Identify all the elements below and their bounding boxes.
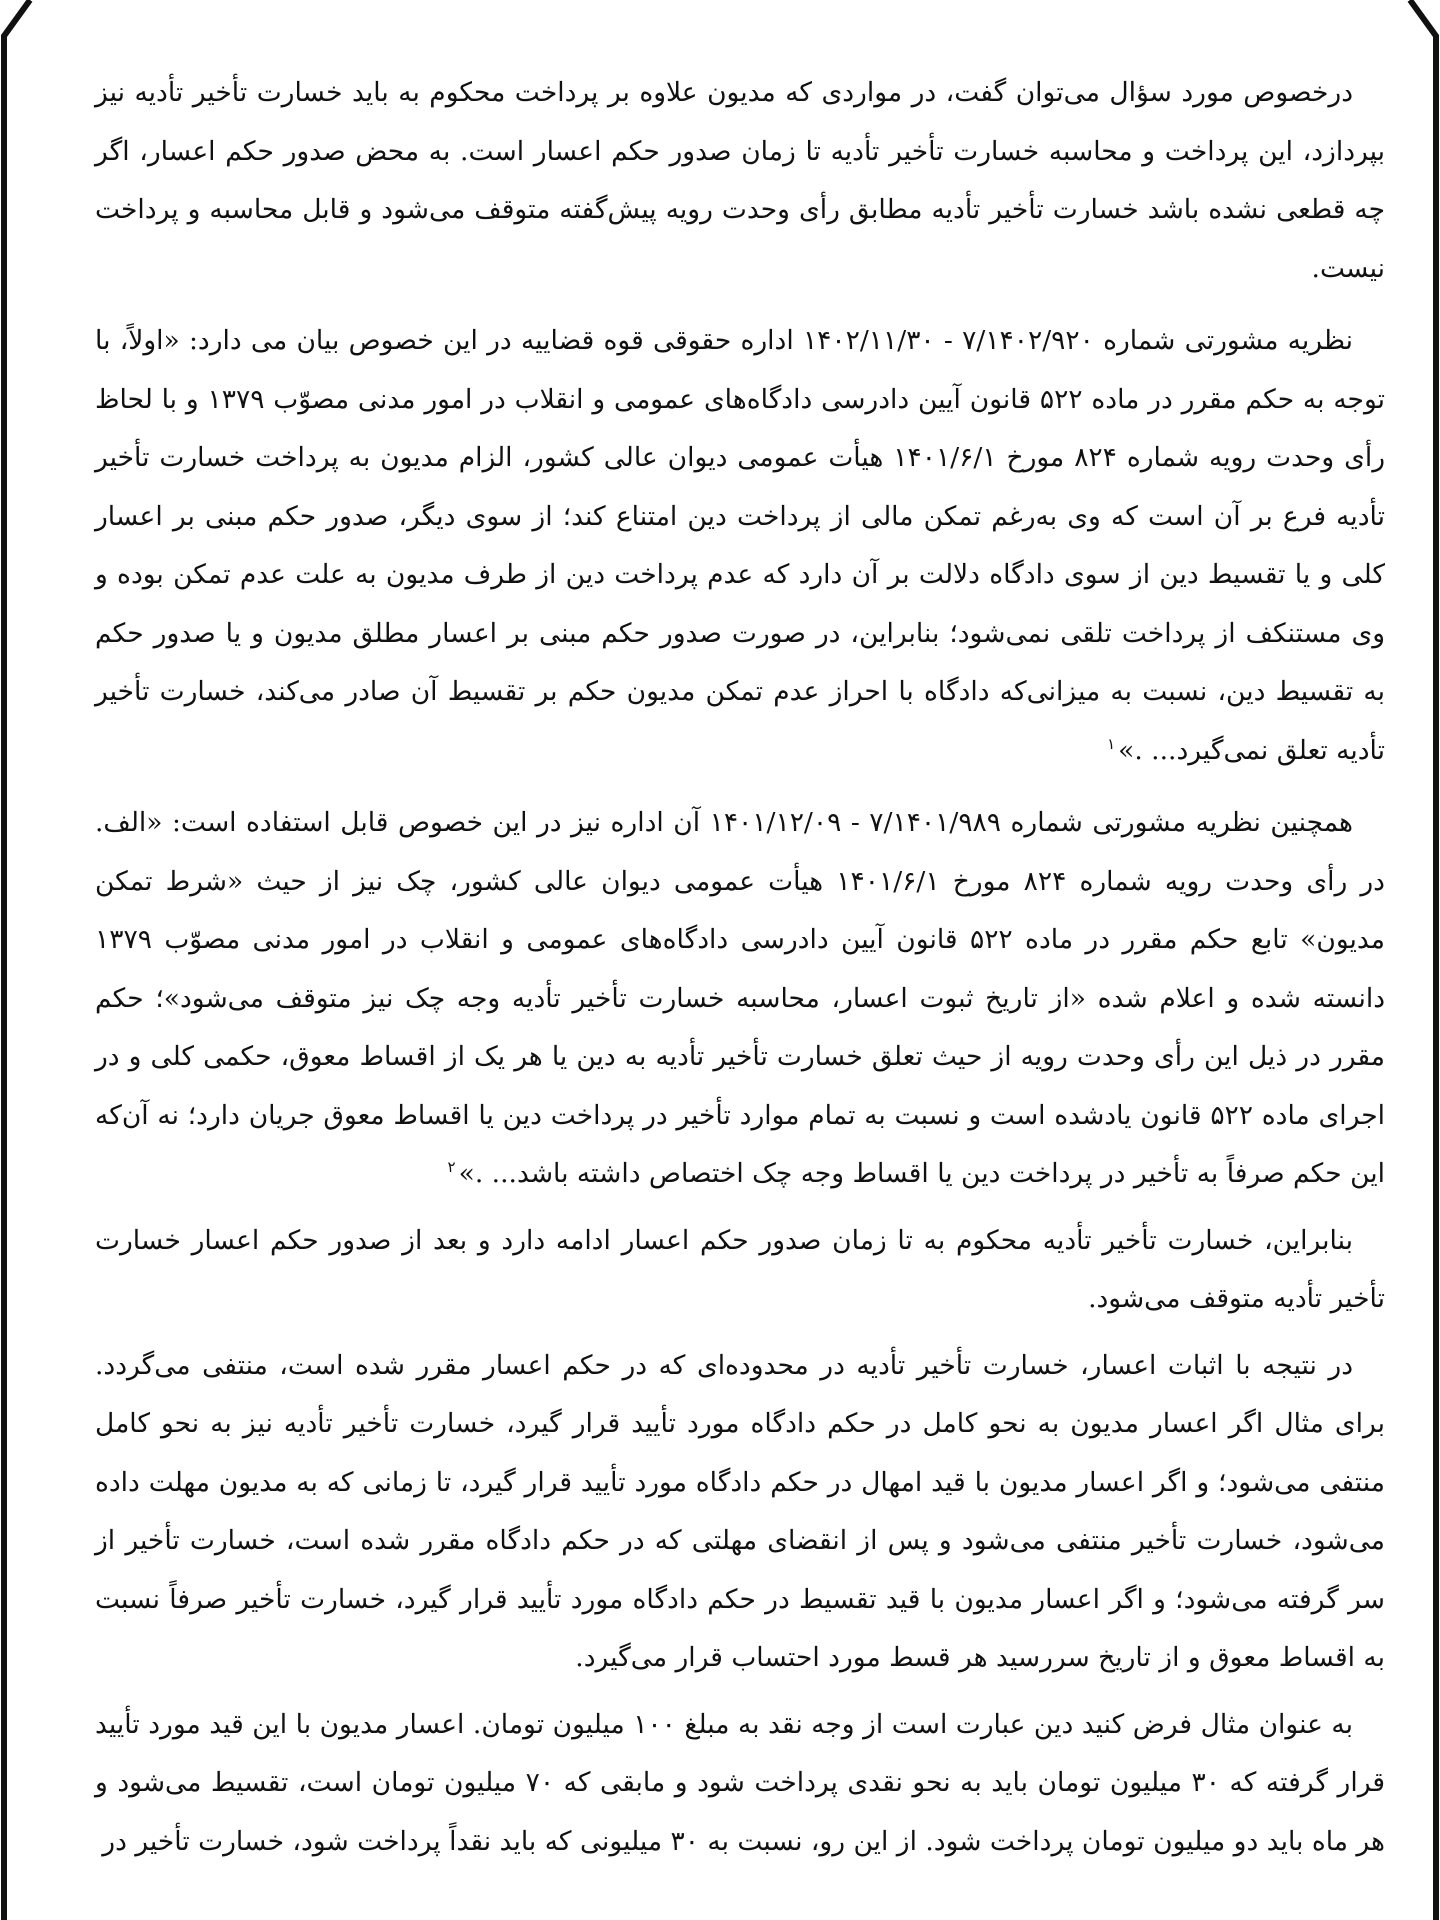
document-body [95, 64, 1385, 1871]
paragraph-text: بنابراین، خسارت تأخیر تأدیه محکوم به تا زمان صدور حکم اعسار ادامه دارد و بعد از صدور حکم اعسار خسارت تأخیر تأدیه متوقف می‌شود. [95, 1224, 1385, 1314]
footnote-marker[interactable]: ۲ [447, 1158, 456, 1177]
paragraph-advisory-opinion-920 [95, 312, 1385, 780]
paragraph-text: به عنوان مثال فرض کنید دین عبارت است از وجه نقد به مبلغ ۱۰۰ میلیون تومان. اعسار مدیون با این قید مورد تأیید قرار گرفته که ۳۰ میلیون تومان باید به نحو نقدی پرداخت شود و مابقی که ۷۰ میلیون تومان است، تقسیط می‌شود و هر ماه باید دو میلیون تومان پرداخت شود. از این رو، نسبت به ۳۰ میلیونی که باید نقداً پرداخت شود، خسارت تأخیر در [95, 1708, 1385, 1857]
paragraph-text: نظریه مشورتی شماره ۷/۱۴۰۲/۹۲۰ - ۱۴۰۲/۱۱/۳۰ اداره حقوقی قوه قضاییه در این خصوص بیان می دارد: «اولاً، با توجه به حکم مقرر در ماده ۵۲۲ قانون آیین دادرسی دادگاه‌های عمومی و انقلاب در امور مدنی مصوّب ۱۳۷۹ و با لحاظ رأی وحدت رویه شماره ۸۲۴ مورخ ۱۴۰۱/۶/۱ هیأت عمومی دیوان عالی کشور، الزام مدیون به پرداخت خسارت تأخیر تأدیه فرع بر آن است که وی به‌رغم تمکن مالی از پرداخت دین امتناع کند؛ از سوی دیگر، صدور حکم مبنی بر اعسار کلی و یا تقسیط دین از سوی دادگاه دلالت بر آن دارد که عدم پرداخت دین از طرف مدیون به علت عدم تمکن بوده و وی مستنکف از پرداخت تلقی نمی‌شود؛ بنابراین، در صورت صدور حکم مبنی بر اعسار مطلق مدیون و یا صدور حکم به تقسیط دین، نسبت به میزانی‌که دادگاه با احراز عدم تمکن مدیون حکم بر تقسیط آن صادر می‌کند، خسارت تأخیر تأدیه تعلق نمی‌گیرد... .» [95, 325, 1386, 766]
paragraph-text: درخصوص مورد سؤال می‌توان گفت، در مواردی که مدیون علاوه بر پرداخت محکوم به باید خسارت تأخیر تأدیه نیز بپردازد، این پرداخت و محاسبه خسارت تأخیر تأدیه تا زمان صدور حکم اعسار است. به محض صدور حکم اعسار، اگر چه قطعی نشده باشد خسارت تأخیر تأدیه مطابق رأی وحدت رویه پیش‌گفته متوقف می‌شود و قابل محاسبه و پرداخت نیست. [95, 77, 1385, 284]
paragraph-result-of-insolvency [95, 1337, 1385, 1688]
paragraph-advisory-opinion-989 [95, 794, 1385, 1204]
paragraph-conclusion [95, 1212, 1385, 1329]
paragraph-text: در نتیجه با اثبات اعسار، خسارت تأخیر تأدیه در محدوده‌ای که در حکم اعسار مقرر شده است، منتفی می‌گردد. برای مثال اگر اعسار مدیون به نحو کامل در حکم دادگاه مورد تأیید قرار گیرد، خسارت تأخیر تأدیه نیز به نحو کامل منتفی می‌شود؛ و اگر اعسار مدیون با قید امهال در حکم دادگاه مورد تأیید قرار گیرد، تا زمانی که به مدیون مهلت داده می‌شود، خسارت تأخیر منتفی می‌شود و پس از انقضای مهلتی که در حکم دادگاه مقرر شده است، خسارت تأخیر از سر گرفته می‌شود؛ و اگر اعسار مدیون با قید تقسیط در حکم دادگاه مورد تأیید قرار گیرد، خسارت تأخیر صرفاً نسبت به اقساط معوق و از تاریخ سررسید هر قسط مورد احتساب قرار می‌گیرد. [95, 1349, 1385, 1673]
footnote-marker[interactable]: ۱ [1107, 734, 1116, 753]
paragraph-text: همچنین نظریه مشورتی شماره ۷/۱۴۰۱/۹۸۹ - ۱۴۰۱/۱۲/۰۹ آن اداره نیز در این خصوص قابل استفاده است: «الف. در رأی وحدت رویه شماره ۸۲۴ مورخ ۱۴۰۱/۶/۱ هیأت عمومی دیوان عالی کشور، چک نیز از حیث «شرط تمکن مدیون» تابع حکم مقرر در ماده ۵۲۲ قانون آیین دادرسی دادگاه‌های عمومی و انقلاب در امور مدنی مصوّب ۱۳۷۹ دانسته شده و اعلام شده «از تاریخ ثبوت اعسار، محاسبه خسارت تأخیر تأدیه وجه چک نیز متوقف می‌شود»؛ حکم مقرر در ذیل این رأی وحدت رویه از حیث تعلق خسارت تأخیر تأدیه به دین یا هر یک از اقساط معوق، حکمی کلی و در اجرای ماده ۵۲۲ قانون یادشده است و نسبت به تمام موارد تأخیر در پرداخت دین یا اقساط معوق جریان دارد؛ نه آن‌که این حکم صرفاً به تأخیر در پرداخت دین یا اقساط وجه چک اختصاص داشته باشد... .» [95, 807, 1385, 1189]
paragraph-inquiry-answer [95, 64, 1385, 298]
paragraph-example [95, 1696, 1385, 1872]
